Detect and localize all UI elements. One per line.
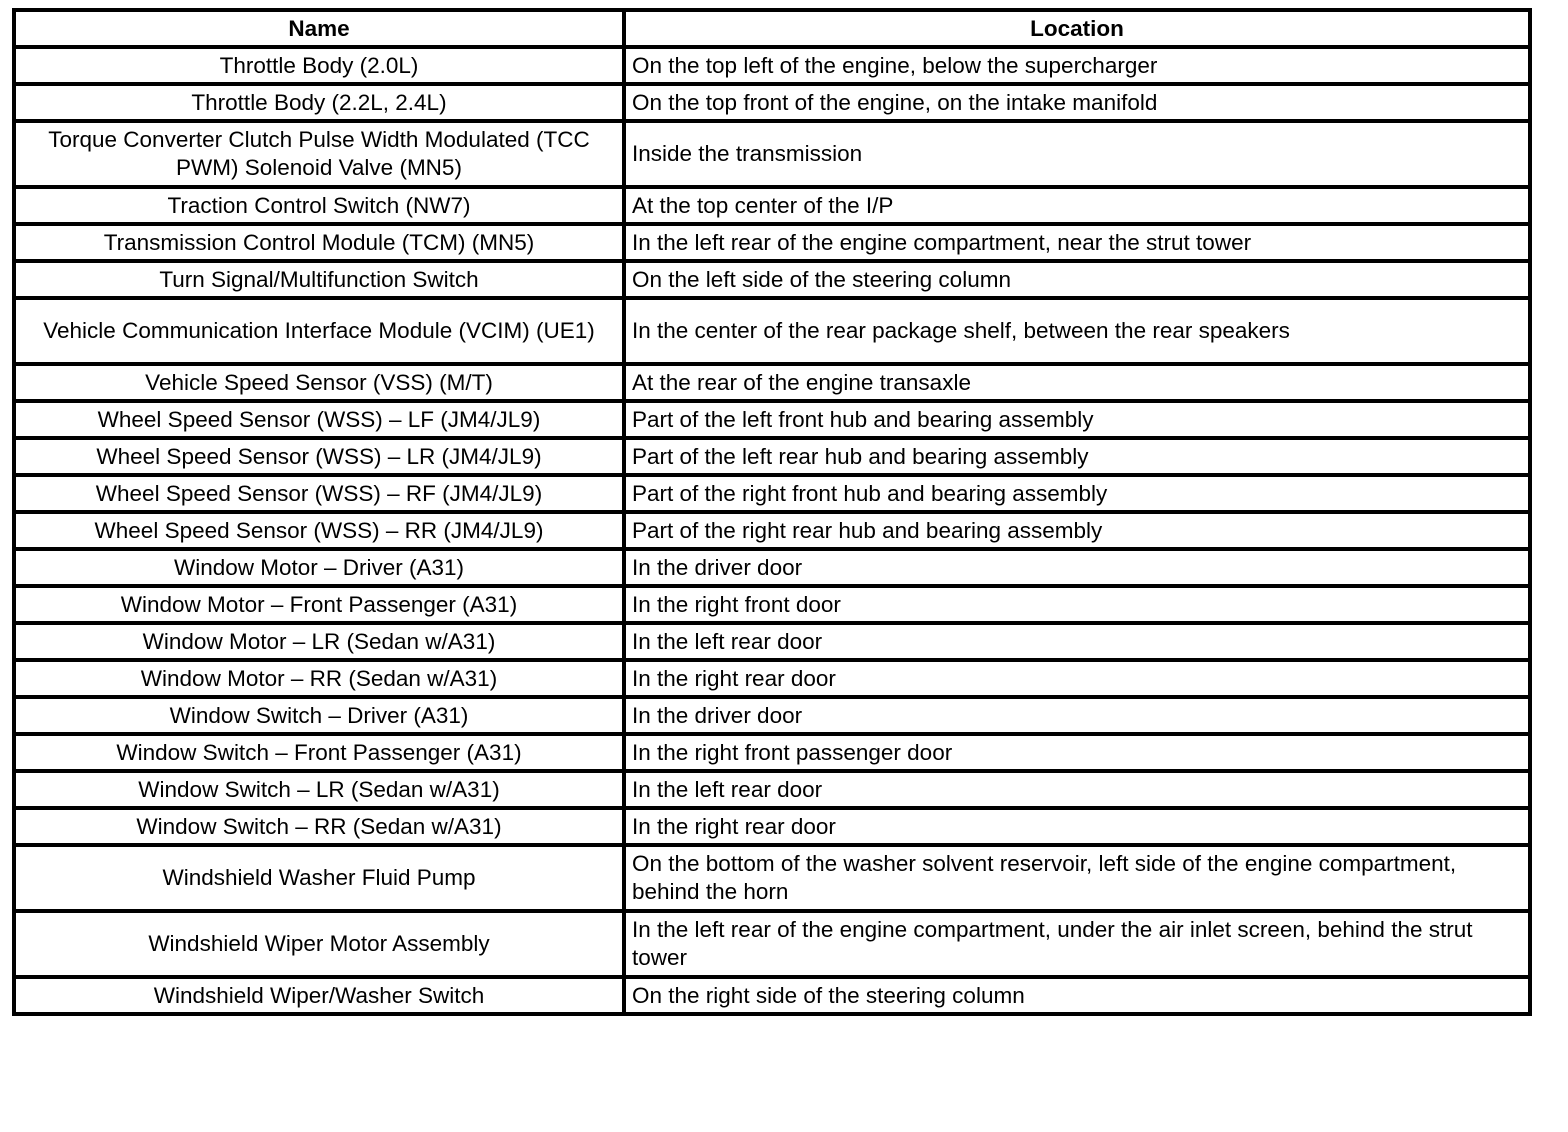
table-row bbox=[14, 549, 1530, 586]
component-locator-table-wrapper bbox=[12, 8, 1528, 1016]
component-name-cell: Window Switch – Front Passenger (A31) bbox=[14, 734, 624, 771]
table-row bbox=[14, 261, 1530, 298]
component-location-cell: On the bottom of the washer solvent reservoir, left side of the engine compartment, behind the horn bbox=[624, 845, 1530, 911]
component-name-cell: Window Motor – Driver (A31) bbox=[14, 549, 624, 586]
component-location-cell: In the right front door bbox=[624, 586, 1530, 623]
component-location-cell: At the top center of the I/P bbox=[624, 187, 1530, 224]
component-name-cell: Windshield Washer Fluid Pump bbox=[14, 845, 624, 911]
component-name-cell: Traction Control Switch (NW7) bbox=[14, 187, 624, 224]
component-location-cell: In the center of the rear package shelf, between the rear speakers bbox=[624, 298, 1530, 364]
column-header-location: Location bbox=[624, 10, 1530, 47]
component-location-cell: In the right rear door bbox=[624, 808, 1530, 845]
component-location-cell: Inside the transmission bbox=[624, 121, 1530, 187]
table-row bbox=[14, 121, 1530, 187]
component-location-cell: On the left side of the steering column bbox=[624, 261, 1530, 298]
table-row bbox=[14, 977, 1530, 1014]
component-name-cell: Throttle Body (2.2L, 2.4L) bbox=[14, 84, 624, 121]
table-row bbox=[14, 84, 1530, 121]
component-name-cell: Turn Signal/Multifunction Switch bbox=[14, 261, 624, 298]
component-name-cell: Transmission Control Module (TCM) (MN5) bbox=[14, 224, 624, 261]
table-row bbox=[14, 623, 1530, 660]
table-body bbox=[14, 47, 1530, 1014]
component-location-cell: On the top left of the engine, below the supercharger bbox=[624, 47, 1530, 84]
component-name-cell: Vehicle Communication Interface Module (VCIM) (UE1) bbox=[14, 298, 624, 364]
component-location-cell: In the right rear door bbox=[624, 660, 1530, 697]
component-name-cell: Wheel Speed Sensor (WSS) – RF (JM4/JL9) bbox=[14, 475, 624, 512]
component-location-cell: In the left rear of the engine compartment, under the air inlet screen, behind the strut tower bbox=[624, 911, 1530, 977]
component-name-cell: Wheel Speed Sensor (WSS) – LR (JM4/JL9) bbox=[14, 438, 624, 475]
table-row bbox=[14, 475, 1530, 512]
component-name-cell: Vehicle Speed Sensor (VSS) (M/T) bbox=[14, 364, 624, 401]
table-row bbox=[14, 512, 1530, 549]
table-row bbox=[14, 47, 1530, 84]
component-name-cell: Throttle Body (2.0L) bbox=[14, 47, 624, 84]
table-row bbox=[14, 187, 1530, 224]
component-location-cell: Part of the left rear hub and bearing assembly bbox=[624, 438, 1530, 475]
component-name-cell: Window Motor – Front Passenger (A31) bbox=[14, 586, 624, 623]
component-location-cell: In the right front passenger door bbox=[624, 734, 1530, 771]
table-row bbox=[14, 808, 1530, 845]
component-name-cell: Wheel Speed Sensor (WSS) – RR (JM4/JL9) bbox=[14, 512, 624, 549]
component-location-cell: Part of the right front hub and bearing assembly bbox=[624, 475, 1530, 512]
table-row bbox=[14, 911, 1530, 977]
table-row bbox=[14, 401, 1530, 438]
component-name-cell: Windshield Wiper/Washer Switch bbox=[14, 977, 624, 1014]
component-location-cell: In the left rear of the engine compartment, near the strut tower bbox=[624, 224, 1530, 261]
component-name-cell: Window Switch – LR (Sedan w/A31) bbox=[14, 771, 624, 808]
table-row bbox=[14, 438, 1530, 475]
component-name-cell: Window Switch – RR (Sedan w/A31) bbox=[14, 808, 624, 845]
table-row bbox=[14, 697, 1530, 734]
table-row bbox=[14, 298, 1530, 364]
component-name-cell: Window Switch – Driver (A31) bbox=[14, 697, 624, 734]
table-row bbox=[14, 586, 1530, 623]
component-location-cell: In the driver door bbox=[624, 549, 1530, 586]
table-row bbox=[14, 224, 1530, 261]
component-location-cell: In the left rear door bbox=[624, 623, 1530, 660]
component-location-cell: On the right side of the steering column bbox=[624, 977, 1530, 1014]
table-row bbox=[14, 771, 1530, 808]
table-row bbox=[14, 364, 1530, 401]
component-name-cell: Window Motor – RR (Sedan w/A31) bbox=[14, 660, 624, 697]
component-name-cell: Window Motor – LR (Sedan w/A31) bbox=[14, 623, 624, 660]
component-location-cell: In the driver door bbox=[624, 697, 1530, 734]
component-name-cell: Wheel Speed Sensor (WSS) – LF (JM4/JL9) bbox=[14, 401, 624, 438]
table-header bbox=[14, 10, 1530, 47]
component-location-cell: Part of the right rear hub and bearing assembly bbox=[624, 512, 1530, 549]
table-row bbox=[14, 660, 1530, 697]
table-row bbox=[14, 845, 1530, 911]
column-header-name: Name bbox=[14, 10, 624, 47]
component-location-cell: On the top front of the engine, on the intake manifold bbox=[624, 84, 1530, 121]
component-location-cell: At the rear of the engine transaxle bbox=[624, 364, 1530, 401]
component-locator-table bbox=[12, 8, 1532, 1016]
table-row bbox=[14, 734, 1530, 771]
component-location-cell: Part of the left front hub and bearing assembly bbox=[624, 401, 1530, 438]
component-name-cell: Windshield Wiper Motor Assembly bbox=[14, 911, 624, 977]
header-row bbox=[14, 10, 1530, 47]
component-name-cell: Torque Converter Clutch Pulse Width Modulated (TCC PWM) Solenoid Valve (MN5) bbox=[14, 121, 624, 187]
component-location-cell: In the left rear door bbox=[624, 771, 1530, 808]
